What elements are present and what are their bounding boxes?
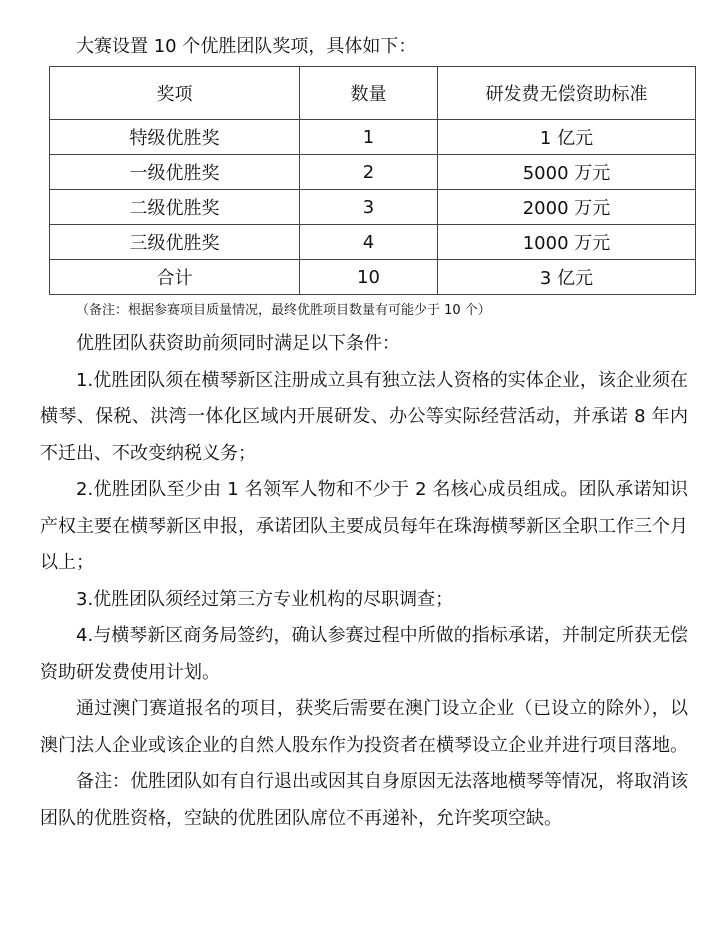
table-row	[50, 120, 696, 155]
paragraph-conditions-intro: 优胜团队获资助前须同时满足以下条件：	[76, 333, 400, 354]
paragraph-condition-2: 2.优胜团队至少由 1 名领军人物和不少于 2 名核心成员组成。团队承诺知识产权主要在横琴新区申报，承诺团队主要成员每年在珠海横琴新区全职工作三个月以上；	[40, 479, 688, 573]
header-award: 奖项	[50, 67, 300, 120]
cell-quantity: 10	[300, 260, 438, 295]
paragraph-condition-3: 3.优胜团队须经过第三方专业机构的尽职调查；	[76, 588, 454, 610]
cell-quantity: 1	[300, 120, 438, 155]
table-note: （备注：根据参赛项目质量情况，最终优胜项目数量有可能少于 10 个）	[76, 303, 491, 318]
cell-award: 一级优胜奖	[50, 155, 300, 190]
cell-award: 二级优胜奖	[50, 190, 300, 225]
cell-award: 特级优胜奖	[50, 120, 300, 155]
body-text	[40, 326, 688, 837]
table-row	[50, 190, 696, 225]
intro-text: 大赛设置 10 个优胜团队奖项，具体如下：	[76, 36, 417, 57]
cell-funding: 2000 万元	[438, 190, 696, 225]
table-header-row	[50, 67, 696, 120]
table-row-total	[50, 260, 696, 295]
cell-award: 合计	[50, 260, 300, 295]
table-row	[50, 225, 696, 260]
cell-funding: 1 亿元	[438, 120, 696, 155]
cell-quantity: 3	[300, 190, 438, 225]
table-row	[50, 155, 696, 190]
header-funding: 研发费无偿资助标准	[438, 67, 696, 120]
cell-funding: 5000 万元	[438, 155, 696, 190]
paragraph-condition-4: 4.与横琴新区商务局签约，确认参赛过程中所做的指标承诺，并制定所获无偿资助研发费使用计划。	[40, 625, 688, 683]
paragraph-condition-1: 1.优胜团队须在横琴新区注册成立具有独立法人资格的实体企业，该企业须在横琴、保税、洪湾一体化区域内开展研发、办公等实际经营活动，并承诺 8 年内不迁出、不改变纳税义务；	[40, 369, 688, 464]
cell-award: 三级优胜奖	[50, 225, 300, 260]
awards-table	[49, 66, 696, 295]
header-quantity: 数量	[300, 67, 438, 120]
cell-quantity: 2	[300, 155, 438, 190]
cell-quantity: 4	[300, 225, 438, 260]
cell-funding: 1000 万元	[438, 225, 696, 260]
paragraph-remark: 备注：优胜团队如有自行退出或因其自身原因无法落地横琴等情况，将取消该团队的优胜资格，空缺的优胜团队席位不再递补，允许奖项空缺。	[40, 771, 688, 829]
cell-funding: 3 亿元	[438, 260, 696, 295]
paragraph-macau-track: 通过澳门赛道报名的项目，获奖后需要在澳门设立企业（已设立的除外），以澳门法人企业或该企业的自然人股东作为投资者在横琴设立企业并进行项目落地。	[40, 698, 688, 756]
